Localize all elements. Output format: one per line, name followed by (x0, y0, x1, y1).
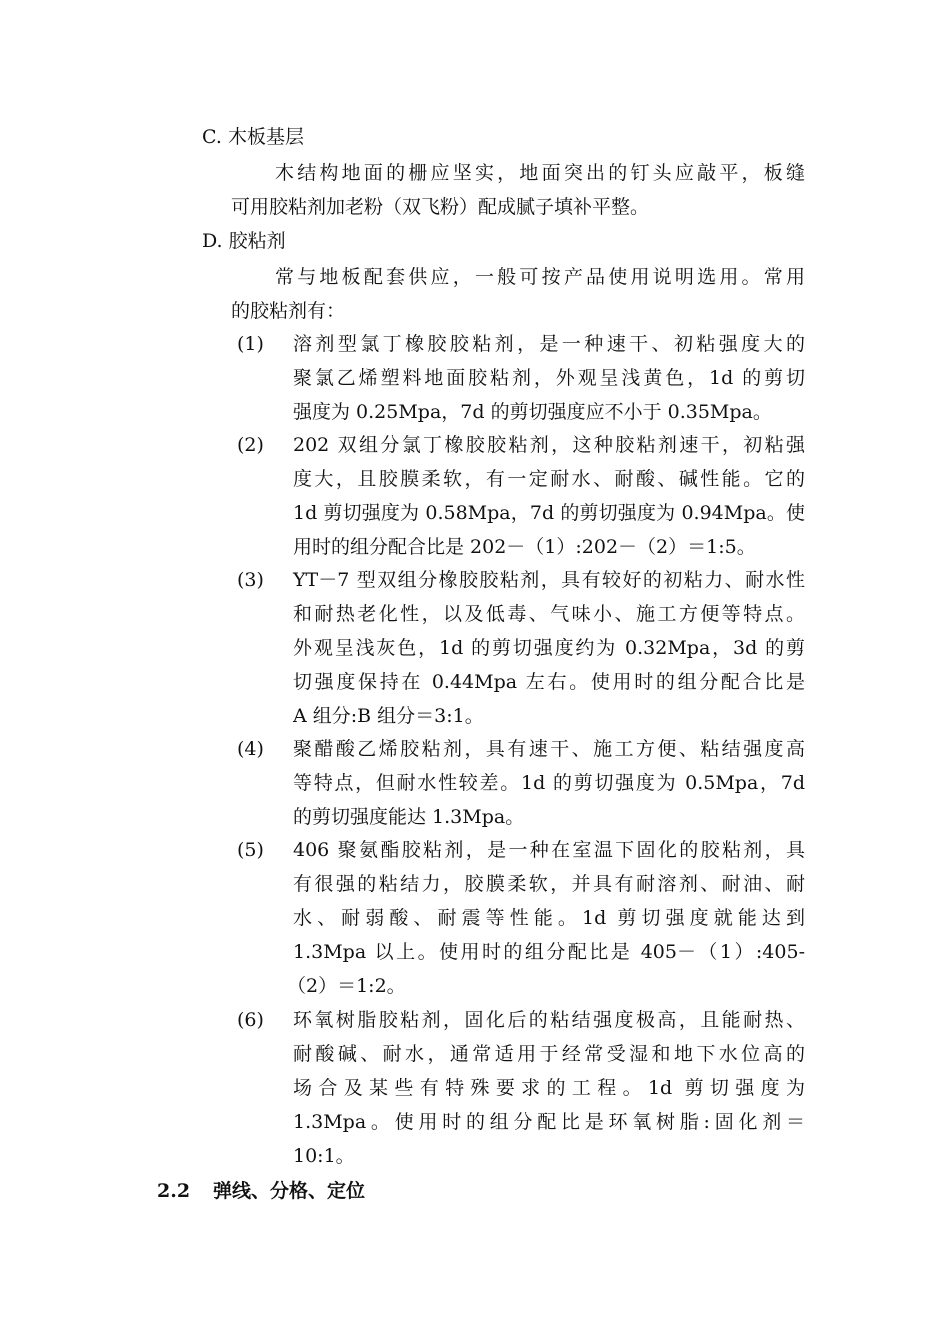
list-item-line: 1.3Mpa。使用时的组分配比是环氧树脂:固化剂＝ (293, 1111, 805, 1133)
list-item-line: 的剪切强度能达 1.3Mpa。 (293, 806, 525, 828)
list-item-line: 场合及某些有特殊要求的工程。1d 剪切强度为 (293, 1077, 805, 1099)
section-c-heading: C. 木板基层 (202, 126, 304, 148)
list-item-line: 环氧树脂胶粘剂，固化后的粘结强度极高，且能耐热、 (293, 1009, 805, 1031)
list-item-line: 和耐热老化性，以及低毒、气味小、施工方便等特点。 (293, 603, 805, 625)
section-c-paragraph-line: 可用胶粘剂加老粉（双飞粉）配成腻子填补平整。 (231, 196, 650, 218)
list-item-line: 耐酸碱、耐水，通常适用于经常受湿和地下水位高的 (293, 1043, 805, 1065)
section-c-paragraph-line: 木结构地面的栅应坚实，地面突出的钉头应敲平，板缝 (275, 162, 805, 184)
section-d-heading: D. 胶粘剂 (202, 230, 286, 252)
list-item-number: (3) (237, 569, 264, 591)
list-item-line: 度大，且胶膜柔软，有一定耐水、耐酸、碱性能。它的 (293, 468, 805, 490)
list-item-line: 202 双组分氯丁橡胶胶粘剂，这种胶粘剂速干，初粘强 (293, 434, 805, 456)
list-item-line: 切强度保持在 0.44Mpa 左右。使用时的组分配合比是 (293, 671, 805, 693)
section-d-paragraph-line: 常与地板配套供应，一般可按产品使用说明选用。常用 (275, 266, 805, 288)
list-item-line: 用时的组分配合比是 202－（1）:202－（2）＝1:5。 (293, 536, 756, 558)
list-item-number: (4) (237, 738, 264, 760)
list-item-line: 强度为 0.25Mpa，7d 的剪切强度应不小于 0.35Mpa。 (293, 401, 772, 423)
section-d-paragraph-line: 的胶粘剂有： (231, 300, 346, 322)
list-item-line: 聚醋酸乙烯胶粘剂，具有速干、施工方便、粘结强度高 (293, 738, 805, 760)
list-item-number: (1) (237, 333, 264, 355)
list-item-line: 10:1。 (293, 1145, 355, 1167)
list-item-number: (5) (237, 839, 264, 861)
list-item-line: 有很强的粘结力，胶膜柔软，并具有耐溶剂、耐油、耐 (293, 873, 805, 895)
list-item-line: 外观呈浅灰色，1d 的剪切强度约为 0.32Mpa，3d 的剪 (293, 637, 805, 659)
list-item-number: (6) (237, 1009, 264, 1031)
list-item-line: 等特点，但耐水性较差。1d 的剪切强度为 0.5Mpa，7d (293, 772, 805, 794)
section-number: 2.2 (157, 1180, 191, 1202)
list-item-number: (2) (237, 434, 264, 456)
list-item-line: 聚氯乙烯塑料地面胶粘剂，外观呈浅黄色，1d 的剪切 (293, 367, 805, 389)
list-item-line: 水、耐弱酸、耐震等性能。1d 剪切强度就能达到 (293, 907, 805, 929)
section-title: 弹线、分格、定位 (213, 1180, 366, 1202)
list-item-line: 406 聚氨酯胶粘剂，是一种在室温下固化的胶粘剂，具 (293, 839, 805, 861)
list-item-line: A 组分:B 组分＝3:1。 (293, 705, 484, 727)
list-item-line: 溶剂型氯丁橡胶胶粘剂，是一种速干、初粘强度大的 (293, 333, 805, 355)
list-item-line: 1.3Mpa 以上。使用时的组分配比是 405－（1）:405- (293, 941, 805, 963)
list-item-line: （2）＝1:2。 (287, 975, 406, 997)
list-item-line: 1d 剪切强度为 0.58Mpa，7d 的剪切强度为 0.94Mpa。使 (293, 502, 805, 524)
list-item-line: YT－7 型双组分橡胶胶粘剂，具有较好的初粘力、耐水性 (293, 569, 805, 591)
